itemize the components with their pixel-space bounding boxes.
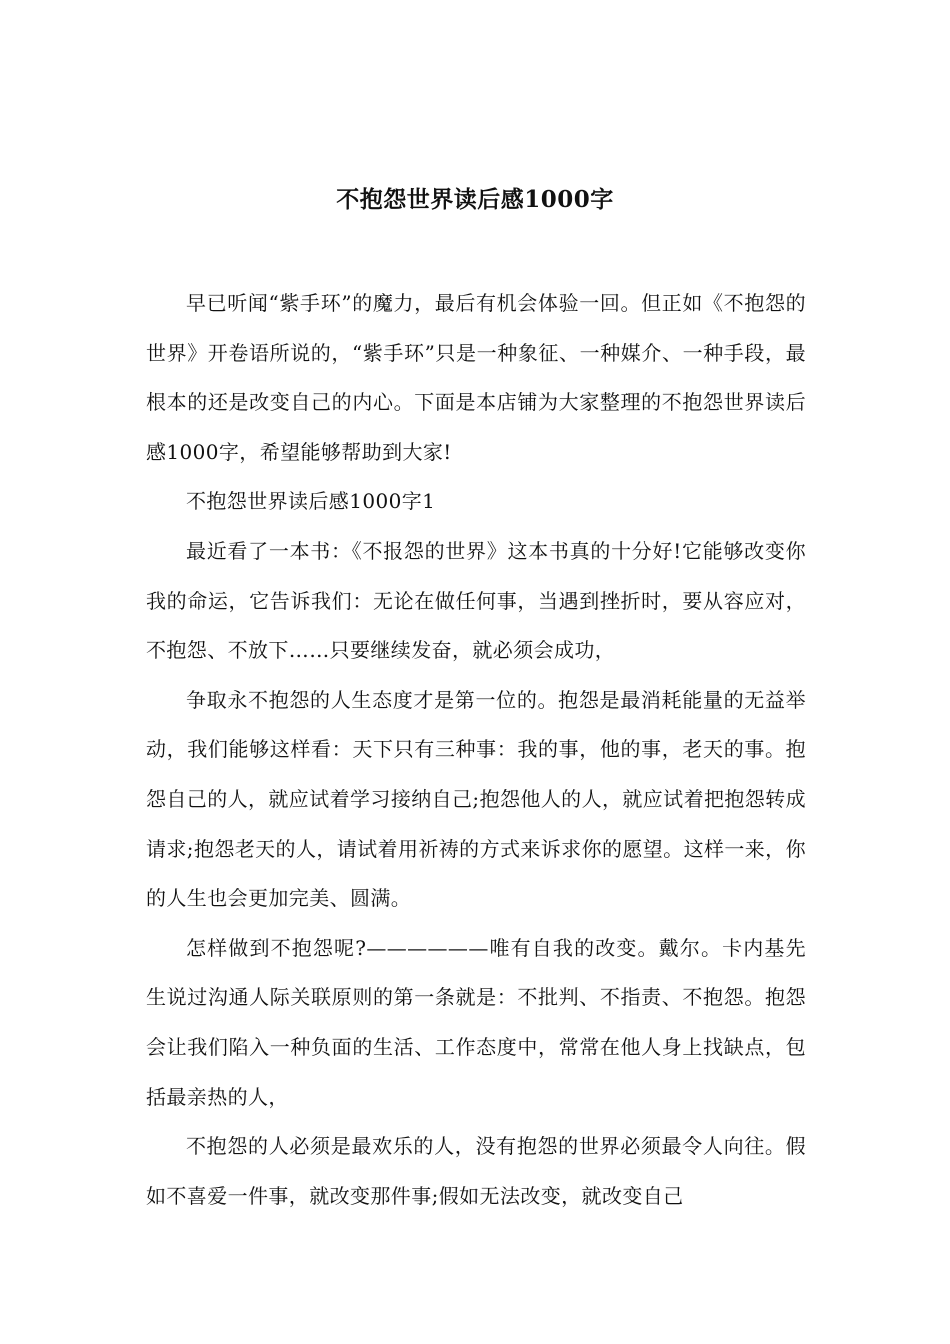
paragraph-book-intro: 最近看了一本书：《不报怨的世界》这本书真的十分好!它能够改变你我的命运，它告诉我们：无论在做任何事，当遇到挫折时，要从容应对，不抱怨、不放下……只要继续发奋，就必须会成功， [146, 538, 806, 663]
paragraph-intro: 早已听闻“紫手环”的魔力，最后有机会体验一回。但正如《不抱怨的世界》开卷语所说的，“紫手环”只是一种象征、一种媒介、一种手段，最根本的还是改变自己的内心。下面是本店铺为大家整理的不抱怨世界读后感1000字，希望能够帮助到大家! [146, 291, 806, 464]
paragraph-happiness: 不抱怨的人必须是最欢乐的人，没有抱怨的世界必须最令人向往。假如不喜爱一件事，就改变那件事;假如无法改变，就改变自己 [146, 1134, 806, 1208]
paragraph-attitude: 争取永不抱怨的人生态度才是第一位的。抱怨是最消耗能量的无益举动，我们能够这样看：天下只有三种事：我的事，他的事，老天的事。抱怨自己的人，就应试着学习接纳自己;抱怨他人的人，就应试着把抱怨转成请求;抱怨老天的人，请试着用祈祷的方式来诉求你的愿望。这样一来，你的人生也会更加完美、圆满。 [146, 687, 806, 911]
section-heading: 不抱怨世界读后感1000字1 [186, 489, 436, 514]
paragraph-how-to: 怎样做到不抱怨呢?——————唯有自我的改变。戴尔。卡内基先生说过沟通人际关联原则的第一条就是：不批判、不指责、不抱怨。抱怨会让我们陷入一种负面的生活、工作态度中，常常在他人身上找缺点，包括最亲热的人， [146, 935, 806, 1109]
document-body [146, 279, 806, 1221]
document-title: 不抱怨世界读后感1000字 [336, 186, 614, 213]
